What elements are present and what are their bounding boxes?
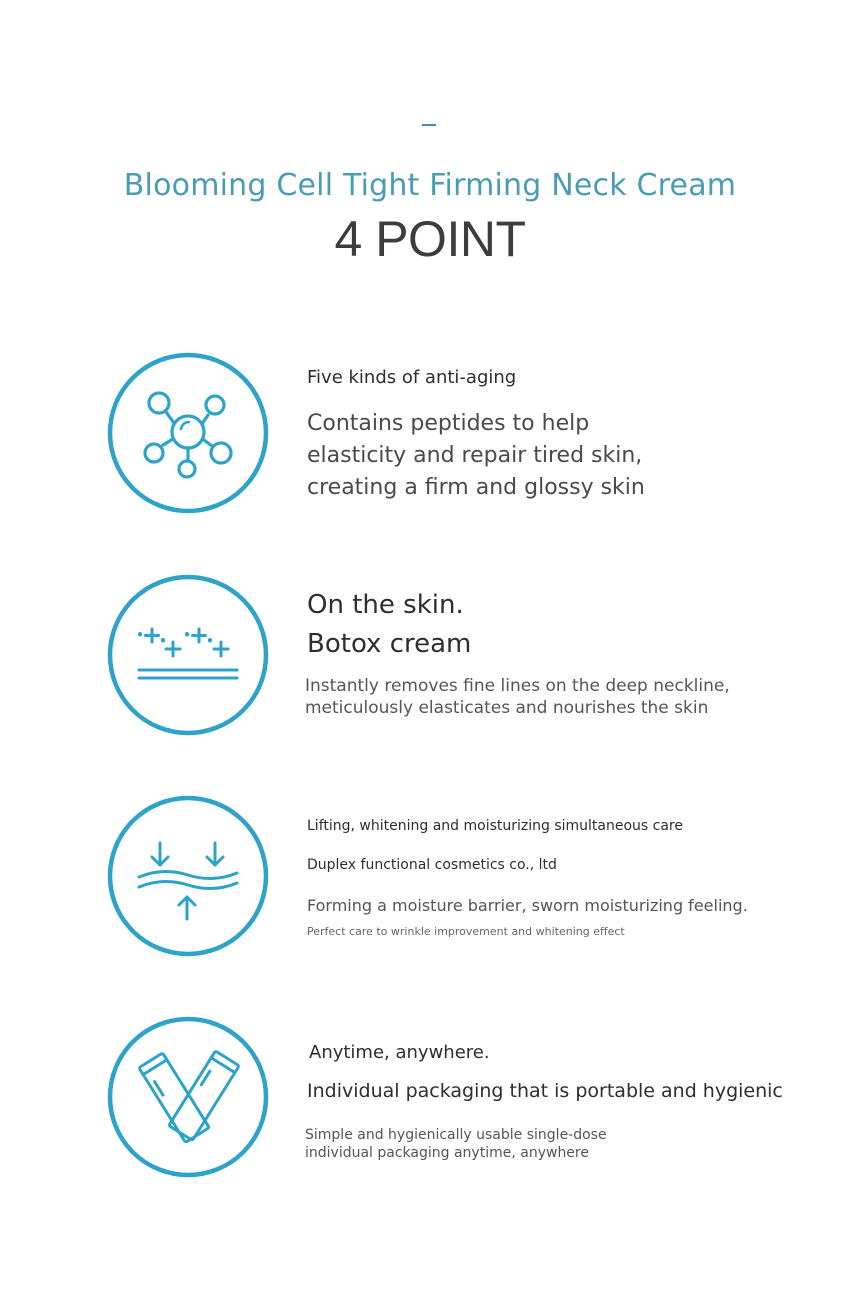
moisture-barrier-icon: [107, 795, 269, 957]
point-1-body: Contains peptides to help elasticity and repair tired skin, creating a firm and glossy skin: [307, 411, 645, 500]
point-2-body: Instantly removes fine lines on the deep neckline, meticulously elasticates and nourishes the skin: [305, 676, 730, 718]
point-3-line-2: Duplex functional cosmetics co., ltd: [307, 857, 557, 873]
point-2-heading-line-1: On the skin.: [307, 590, 464, 620]
point-3-line-1: Lifting, whitening and moisturizing simultaneous care: [307, 818, 683, 834]
sachet-packaging-icon: [107, 1016, 269, 1178]
point-3-line-4: Perfect care to wrinkle improvement and whitening effect: [307, 925, 625, 938]
point-1-heading: Five kinds of anti-aging: [307, 367, 517, 388]
product-subtitle: Blooming Cell Tight Firming Neck Cream: [123, 168, 737, 203]
point-2-heading-line-2: Botox cream: [307, 629, 472, 659]
point-3-line-3: Forming a moisture barrier, sworn moisturizing feeling.: [307, 896, 748, 915]
page-title: 4 POINT: [334, 211, 526, 267]
point-4-heading-line-1: Anytime, anywhere.: [309, 1042, 490, 1063]
sparkle-skin-icon: [107, 574, 269, 736]
point-4-body: Simple and hygienically usable single-dose individual packaging anytime, anywhere: [305, 1127, 607, 1161]
molecule-icon: [107, 352, 269, 514]
point-4-heading-line-2: Individual packaging that is portable and hygienic: [307, 1080, 783, 1102]
accent-dash: [422, 124, 436, 126]
